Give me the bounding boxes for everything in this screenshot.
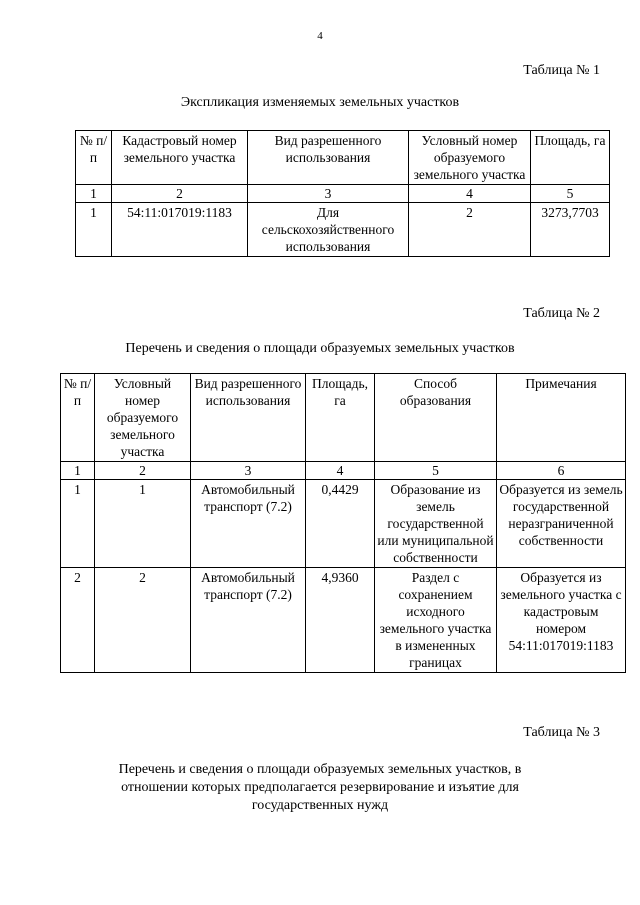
table1-cell: 1 [76, 203, 112, 257]
table2-number-cell: 4 [306, 462, 375, 480]
table2-cell: 1 [61, 480, 95, 568]
table1-caption: Таблица № 1 [523, 63, 600, 78]
table1-number-cell: 4 [409, 185, 531, 203]
table2-cell: 1 [95, 480, 191, 568]
table2-header-cell: № п/п [61, 374, 95, 462]
table1-number-row [76, 185, 610, 203]
table3-title-line: отношении которых предполагается резервирование и изъятие для [121, 780, 519, 795]
table2-header-cell: Примечания [497, 374, 626, 462]
table2-cell: Образуется из земель государственной неразграниченной собственности [497, 480, 626, 568]
table1-number-cell: 1 [76, 185, 112, 203]
table2 [60, 373, 626, 673]
table2-cell: 0,4429 [306, 480, 375, 568]
table2-number-cell: 2 [95, 462, 191, 480]
table2-cell: 2 [95, 568, 191, 673]
table1-header-row [76, 131, 610, 185]
table2-number-row [61, 462, 626, 480]
table1-title: Экспликация изменяемых земельных участков [180, 95, 460, 110]
table1-header-cell: № п/п [76, 131, 112, 185]
table2-number-cell: 3 [191, 462, 306, 480]
table2-cell: Раздел с сохранением исходного земельного участка в измененных границах [375, 568, 497, 673]
table2-cell: Автомобильный транспорт (7.2) [191, 480, 306, 568]
table-row [76, 203, 610, 257]
table2-cell: 2 [61, 568, 95, 673]
table3-title-line: Перечень и сведения о площади образуемых земельных участков, в [118, 762, 522, 777]
table3-caption: Таблица № 3 [523, 725, 600, 740]
table2-cell: Образование из земель государственной или муниципальной собственности [375, 480, 497, 568]
table3-title-line: государственных нужд [251, 798, 389, 813]
table1-header-cell: Условный номер образуемого земельного участка [409, 131, 531, 185]
table-row [61, 480, 626, 568]
table1 [75, 130, 610, 257]
table2-header-cell: Вид разрешенного использования [191, 374, 306, 462]
table2-header-cell: Способ образования [375, 374, 497, 462]
table1-cell: Для сельскохозяйственного использования [248, 203, 409, 257]
table2-header-row [61, 374, 626, 462]
table1-number-cell: 2 [112, 185, 248, 203]
table1-cell: 54:11:017019:1183 [112, 203, 248, 257]
table1-header-cell: Площадь, га [531, 131, 610, 185]
table-row [61, 568, 626, 673]
table2-cell: Автомобильный транспорт (7.2) [191, 568, 306, 673]
table1-header-cell: Кадастровый номер земельного участка [112, 131, 248, 185]
table2-header-cell: Площадь, га [306, 374, 375, 462]
table2-title: Перечень и сведения о площади образуемых земельных участков [125, 341, 515, 356]
table2-number-cell: 1 [61, 462, 95, 480]
table1-cell: 3273,7703 [531, 203, 610, 257]
table1-number-cell: 3 [248, 185, 409, 203]
table1-cell: 2 [409, 203, 531, 257]
table2-cell: 4,9360 [306, 568, 375, 673]
table2-number-cell: 6 [497, 462, 626, 480]
table1-number-cell: 5 [531, 185, 610, 203]
table2-header-cell: Условный номер образуемого земельного участка [95, 374, 191, 462]
table1-header-cell: Вид разрешенного использования [248, 131, 409, 185]
table3-title [0, 761, 640, 815]
table2-cell: Образуется из земельного участка с кадастровым номером 54:11:017019:1183 [497, 568, 626, 673]
table2-number-cell: 5 [375, 462, 497, 480]
table2-caption: Таблица № 2 [523, 306, 600, 321]
page-number: 4 [317, 30, 323, 42]
